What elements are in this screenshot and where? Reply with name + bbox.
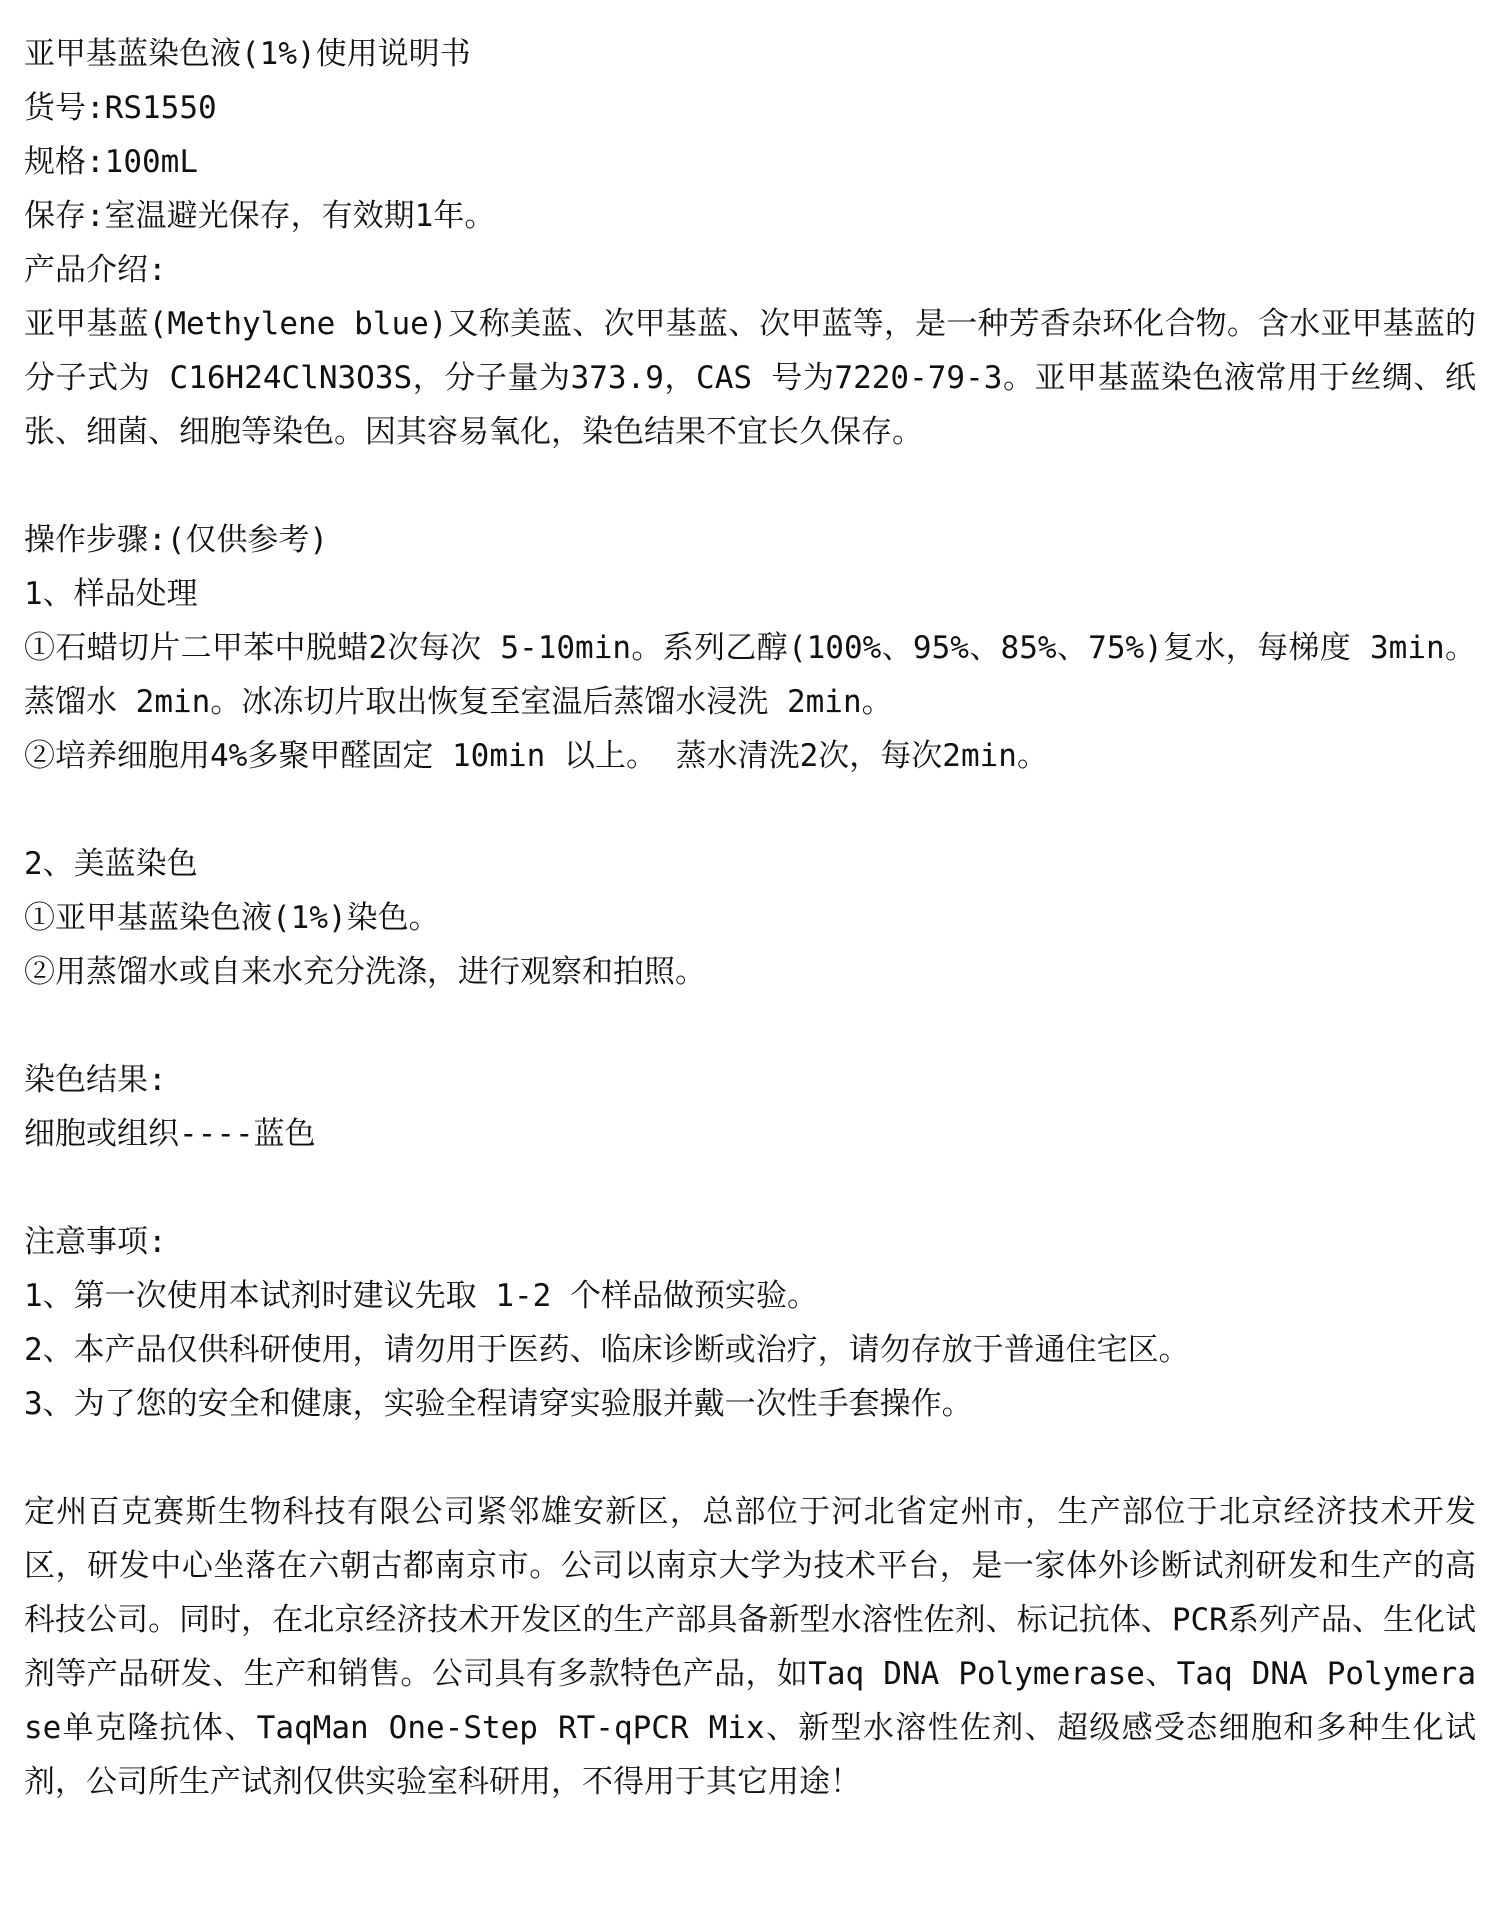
spacer: [24, 459, 1476, 513]
step2-item-b: ②用蒸馏水或自来水充分洗涤，进行观察和拍照。: [24, 954, 706, 990]
note-item-3: 3、为了您的安全和健康，实验全程请穿实验服并戴一次性手套操作。: [24, 1386, 973, 1422]
intro-paragraph: 亚甲基蓝(Methylene blue)又称美蓝、次甲基蓝、次甲蓝等，是一种芳香杂环化合物。含水亚甲基蓝的分子式为 C16H24ClN3O3S，分子量为373.9，CAS 号为7220-79-3。亚甲基蓝染色液常用于丝绸、纸张、细菌、细胞等染色。因其容易氧化，染色结果不宜长久保存。: [24, 306, 1476, 450]
instruction-document: [24, 27, 1476, 1809]
company-paragraph: 定州百克赛斯生物科技有限公司紧邻雄安新区，总部位于河北省定州市，生产部位于北京经济技术开发区，研发中心坐落在六朝古都南京市。公司以南京大学为技术平台，是一家体外诊断试剂研发和生产的高科技公司。同时，在北京经济技术开发区的生产部具备新型水溶性佐剂、标记抗体、PCR系列产品、生化试剂等产品研发、生产和销售。公司具有多款特色产品，如Taq DNA Polymerase、Taq DNA Polymerase单克隆抗体、TaqMan One-Step RT-qPCR Mix、新型水溶性佐剂、超级感受态细胞和多种生化试剂，公司所生产试剂仅供实验室科研用，不得用于其它用途！: [24, 1494, 1476, 1800]
step2-heading: 2、美蓝染色: [24, 846, 198, 882]
spacer: [24, 1431, 1476, 1485]
result-body: 细胞或组织----蓝色: [24, 1116, 316, 1152]
catalog-number: 货号:RS1550: [24, 90, 217, 126]
steps-heading: 操作步骤:(仅供参考): [24, 522, 328, 558]
document-title: 亚甲基蓝染色液(1%)使用说明书: [24, 36, 471, 72]
step2-item-a: ①亚甲基蓝染色液(1%)染色。: [24, 900, 440, 936]
step1-item-b: ②培养细胞用4%多聚甲醛固定 10min 以上。 蒸水清洗2次，每次2min。: [24, 738, 1048, 774]
result-heading: 染色结果:: [24, 1062, 167, 1098]
step1-item-a: ①石蜡切片二甲苯中脱蜡2次每次 5-10min。系列乙醇(100%、95%、85%、75%)复水，每梯度 3min。蒸馏水 2min。冰冻切片取出恢复至室温后蒸馏水浸洗 2min。: [24, 630, 1476, 720]
storage-info: 保存:室温避光保存，有效期1年。: [24, 198, 496, 234]
note-item-2: 2、本产品仅供科研使用，请勿用于医药、临床诊断或治疗，请勿存放于普通住宅区。: [24, 1332, 1190, 1368]
step1-heading: 1、样品处理: [24, 576, 198, 612]
spacer: [24, 783, 1476, 837]
specification: 规格:100mL: [24, 144, 198, 180]
intro-heading: 产品介绍:: [24, 252, 167, 288]
notes-heading: 注意事项:: [24, 1224, 167, 1260]
spacer: [24, 999, 1476, 1053]
spacer: [24, 1161, 1476, 1215]
note-item-1: 1、第一次使用本试剂时建议先取 1-2 个样品做预实验。: [24, 1278, 818, 1314]
